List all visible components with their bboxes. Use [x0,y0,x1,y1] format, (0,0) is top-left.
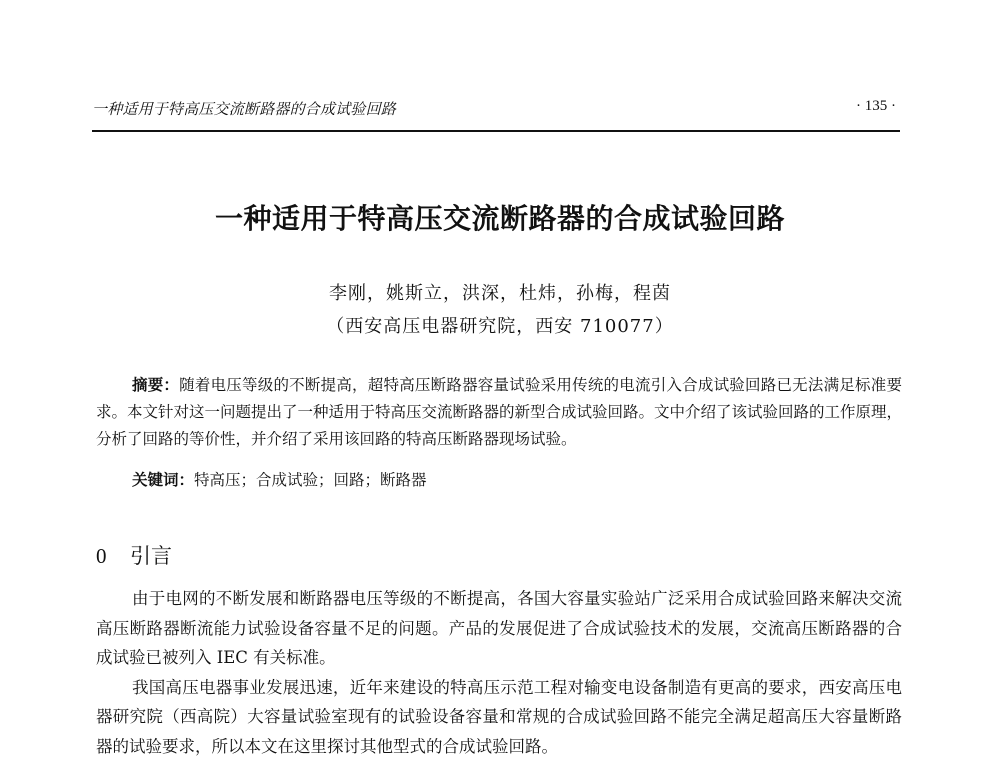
keywords [132,468,427,490]
body-text [96,584,902,761]
header-rule [92,130,900,132]
abstract [96,372,902,453]
page-number: · 135 · [856,98,896,115]
section-heading [96,540,172,570]
affiliation: （西安高压电器研究院，西安 710077） [0,312,1000,338]
authors: 李刚，姚斯立，洪深，杜炜，孙梅，程茵 [0,279,1000,305]
abstract-paragraph [96,372,902,453]
section-number: 0 [96,544,130,569]
body-paragraph: 由于电网的不断发展和断路器电压等级的不断提高，各国大容量实验站广泛采用合成试验回路来解决交流高压断路器断流能力试验设备容量不足的问题。产品的发展促进了合成试验技术的发展，交流高压断路器的合成试验已被列入 IEC 有关标准。 [96,584,902,673]
section-title: 引言 [130,544,172,568]
running-title: 一种适用于特高压交流断路器的合成试验回路 [92,98,396,119]
body-paragraph: 我国高压电器事业发展迅速，近年来建设的特高压示范工程对输变电设备制造有更高的要求，西安高压电器研究院（西高院）大容量试验室现有的试验设备容量和常规的合成试验回路不能完全满足超高压大容量断路器的试验要求，所以本文在这里探讨其他型式的合成试验回路。 [96,673,902,761]
paper-title: 一种适用于特高压交流断路器的合成试验回路 [0,197,1000,237]
keywords-text: 特高压；合成试验；回路；断路器 [194,471,427,489]
abstract-text: 随着电压等级的不断提高，超特高压断路器容量试验采用传统的电流引入合成试验回路已无法满足标准要求。本文针对这一问题提出了一种适用于特高压交流断路器的新型合成试验回路。文中介绍了该试验回路的工作原理，分析了回路的等价性，并介绍了采用该回路的特高压断路器现场试验。 [96,376,902,448]
running-header [92,96,900,120]
keywords-label: 关键词： [132,471,194,489]
abstract-label: 摘要： [132,376,179,394]
